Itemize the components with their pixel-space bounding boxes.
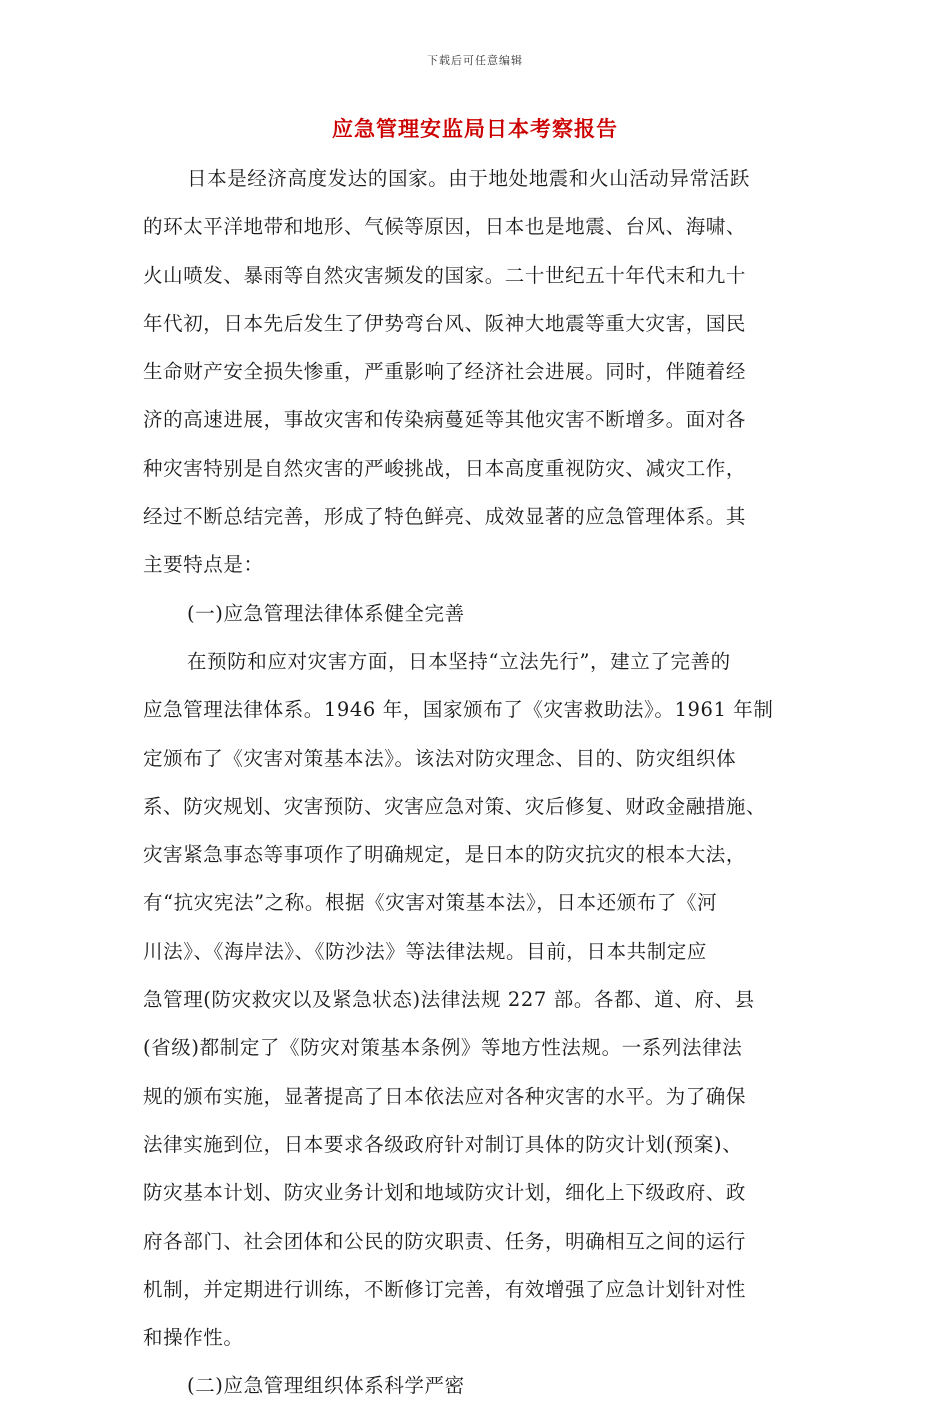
paragraph-line: 火山喷发、暴雨等自然灾害频发的国家。二十世纪五十年代末和九十	[143, 263, 747, 287]
section-heading: (一)应急管理法律体系健全完善	[187, 601, 465, 625]
paragraph-line: 定颁布了《灾害对策基本法》。该法对防灾理念、目的、防灾组织体	[143, 746, 737, 770]
paragraph-line: 日本是经济高度发达的国家。由于地处地震和火山活动异常活跃	[187, 167, 750, 190]
header-note: 下载后可任意编辑	[427, 54, 523, 67]
paragraph-line: 主要特点是：	[143, 553, 264, 577]
paragraph-line: 府各部门、社会团体和公民的防灾职责、任务，明确相互之间的运行	[143, 1229, 747, 1253]
paragraph-line: 经过不断总结完善，形成了特色鲜亮、成效显著的应急管理体系。其	[143, 505, 747, 529]
paragraph-line: 防灾基本计划、防灾业务计划和地域防灾计划，细化上下级政府、政	[143, 1181, 747, 1205]
paragraph-line: 有“抗灾宪法”之称。根据《灾害对策基本法》，日本还颁布了《河	[143, 891, 718, 915]
section-heading: (二)应急管理组织体系科学严密	[187, 1374, 465, 1398]
paragraph-line: 济的高速进展，事故灾害和传染病蔓延等其他灾害不断增多。面对各	[143, 408, 747, 432]
paragraph-line: 在预防和应对灾害方面，日本坚持“立法先行”，建立了完善的	[187, 649, 731, 673]
document-body	[143, 155, 813, 1411]
paragraph-line: 灾害紧急事态等事项作了明确规定，是日本的防灾抗灾的根本大法，	[143, 843, 747, 867]
paragraph-line: 和操作性。	[143, 1326, 244, 1350]
paragraph-line: (省级)都制定了《防灾对策基本条例》等地方性法规。一系列法律法	[143, 1036, 743, 1060]
paragraph-line: 急管理(防灾救灾以及紧急状态)法律法规 227 部。各都、道、府、县	[143, 988, 755, 1012]
paragraph-line: 规的颁布实施，显著提高了日本依法应对各种灾害的水平。为了确保	[143, 1084, 747, 1108]
paragraph-line: 种灾害特别是自然灾害的严峻挑战，日本高度重视防灾、减灾工作，	[143, 456, 747, 480]
paragraph-line: 生命财产安全损失惨重，严重影响了经济社会进展。同时，伴随着经	[143, 360, 747, 384]
paragraph-line: 川法》、《海岸法》、《防沙法》等法律法规。目前，日本共制定应	[143, 939, 708, 963]
document-title: 应急管理安监局日本考察报告	[332, 116, 618, 141]
paragraph-line: 机制，并定期进行训练，不断修订完善，有效增强了应急计划针对性	[143, 1277, 747, 1301]
paragraph-line: 的环太平洋地带和地形、气候等原因，日本也是地震、台风、海啸、	[143, 215, 747, 239]
paragraph-line: 应急管理法律体系。1946 年，国家颁布了《灾害救助法》。1961 年制	[143, 698, 774, 722]
paragraph-line: 年代初，日本先后发生了伊势弯台风、阪神大地震等重大灾害，国民	[143, 311, 747, 335]
paragraph-line: 系、防灾规划、灾害预防、灾害应急对策、灾后修复、财政金融措施、	[143, 794, 767, 818]
paragraph-line: 法律实施到位，日本要求各级政府针对制订具体的防灾计划(预案)、	[143, 1132, 743, 1156]
